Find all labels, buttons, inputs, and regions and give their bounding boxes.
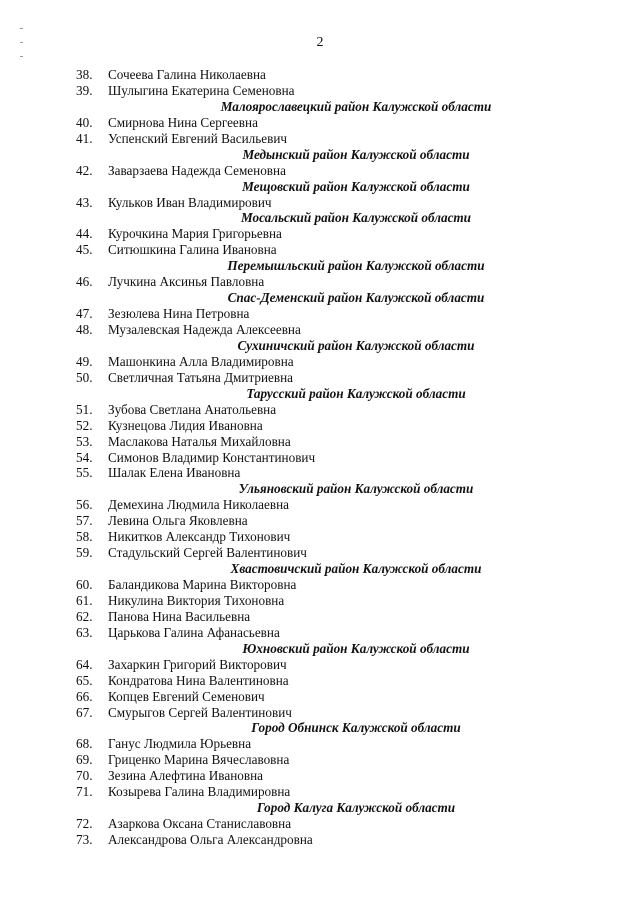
list-item xyxy=(0,465,640,481)
person-name: Кондратова Нина Валентиновна xyxy=(108,672,289,688)
region-heading: Мосальский район Калужской области xyxy=(240,210,472,226)
list-item xyxy=(0,816,640,832)
list-item xyxy=(0,513,640,529)
item-number: 46. xyxy=(76,274,93,290)
region-heading: Юхновский район Калужской области xyxy=(242,640,470,656)
item-number: 54. xyxy=(76,449,93,465)
list-item xyxy=(0,450,640,466)
scan-margin-marks xyxy=(20,28,24,70)
region-heading: Медынский район Калужской области xyxy=(242,146,470,162)
list-item xyxy=(0,673,640,689)
person-name: Машонкина Алла Владимировна xyxy=(108,353,294,369)
list-item xyxy=(0,434,640,450)
list-item xyxy=(0,370,640,386)
person-name: Зезина Алефтина Ивановна xyxy=(108,768,264,784)
list-item xyxy=(0,577,640,593)
scan-mark xyxy=(20,56,23,57)
list-item xyxy=(0,736,640,752)
item-number: 42. xyxy=(76,162,93,178)
list-item xyxy=(0,322,640,338)
list-item xyxy=(0,131,640,147)
list-item xyxy=(0,195,640,211)
region-heading: Малоярославецкий район Калужской области xyxy=(220,98,492,114)
person-name: Козырева Галина Владимировна xyxy=(108,784,291,800)
list-item xyxy=(0,402,640,418)
list-item xyxy=(0,354,640,370)
item-number: 44. xyxy=(76,226,93,242)
list-item xyxy=(0,529,640,545)
item-number: 50. xyxy=(76,369,93,385)
region-heading: Город Обнинск Калужской области xyxy=(251,720,461,736)
person-name: Смурыгов Сергей Валентинович xyxy=(108,704,292,720)
person-name: Смирнова Нина Сергеевна xyxy=(108,114,258,130)
page-number: 2 xyxy=(316,35,324,50)
list-item xyxy=(0,609,640,625)
person-name: Гриценко Марина Вячеславовна xyxy=(108,752,290,768)
person-name: Панова Нина Васильевна xyxy=(108,608,251,624)
person-name: Музалевская Надежда Алексеевна xyxy=(108,322,301,337)
person-name: Светличная Татьяна Дмитриевна xyxy=(108,369,294,385)
person-name: Азаркова Оксана Станиславовна xyxy=(108,816,292,832)
person-name: Успенский Евгений Васильевич xyxy=(108,130,288,146)
item-number: 39. xyxy=(76,82,93,98)
item-number: 55. xyxy=(76,465,93,481)
item-number: 45. xyxy=(76,242,93,258)
item-number: 58. xyxy=(76,529,93,545)
item-number: 49. xyxy=(76,353,93,369)
item-number: 70. xyxy=(76,768,93,784)
list-item xyxy=(0,689,640,705)
region-heading: Город Калуга Калужской области xyxy=(256,800,456,816)
person-name: Александрова Ольга Александровна xyxy=(108,832,313,847)
item-number: 59. xyxy=(76,545,93,561)
person-name: Стадульский Сергей Валентинович xyxy=(108,545,307,561)
person-name: Курочкина Мария Григорьевна xyxy=(108,226,282,242)
person-name: Демехина Людмила Николаевна xyxy=(108,497,290,513)
item-number: 61. xyxy=(76,592,93,608)
item-number: 47. xyxy=(76,306,93,322)
list-item xyxy=(0,784,640,800)
item-number: 69. xyxy=(76,752,93,768)
person-name: Лучкина Аксинья Павловна xyxy=(108,274,265,290)
item-number: 72. xyxy=(76,816,93,832)
list-item xyxy=(0,705,640,721)
list-item xyxy=(0,242,640,258)
item-number: 73. xyxy=(76,832,93,847)
region-heading: Сухиничский район Калужской области xyxy=(237,337,475,353)
person-name: Левина Ольга Яковлевна xyxy=(108,513,248,529)
list-item xyxy=(0,226,640,242)
person-name: Кузнецова Лидия Ивановна xyxy=(108,417,263,433)
item-number: 60. xyxy=(76,577,93,592)
person-name: Зубова Светлана Анатольевна xyxy=(108,401,277,417)
member-list xyxy=(0,67,640,848)
item-number: 43. xyxy=(76,194,93,210)
list-item xyxy=(0,832,640,848)
list-item xyxy=(0,163,640,179)
item-number: 63. xyxy=(76,624,93,640)
list-item xyxy=(0,768,640,784)
list-item xyxy=(0,83,640,99)
person-name: Симонов Владимир Константинович xyxy=(108,449,316,465)
list-item xyxy=(0,67,640,83)
person-name: Царькова Галина Афанасьевна xyxy=(108,624,280,640)
scan-mark xyxy=(20,28,23,29)
list-item xyxy=(0,593,640,609)
list-item xyxy=(0,418,640,434)
item-number: 66. xyxy=(76,688,93,704)
item-number: 38. xyxy=(76,67,93,82)
item-number: 53. xyxy=(76,433,93,449)
list-item xyxy=(0,115,640,131)
item-number: 40. xyxy=(76,114,93,130)
person-name: Маслакова Наталья Михайловна xyxy=(108,433,291,449)
item-number: 64. xyxy=(76,656,93,672)
person-name: Ганус Людмила Юрьевна xyxy=(108,736,252,752)
list-item xyxy=(0,545,640,561)
region-heading: Тарусский район Калужской области xyxy=(246,385,466,401)
list-item xyxy=(0,657,640,673)
list-item xyxy=(0,306,640,322)
person-name: Копцев Евгений Семенович xyxy=(108,688,265,704)
person-name: Шулыгина Екатерина Семеновна xyxy=(108,82,295,98)
item-number: 67. xyxy=(76,704,93,720)
item-number: 52. xyxy=(76,417,93,433)
item-number: 51. xyxy=(76,401,93,417)
list-item xyxy=(0,497,640,513)
item-number: 56. xyxy=(76,497,93,513)
item-number: 65. xyxy=(76,672,93,688)
person-name: Ситюшкина Галина Ивановна xyxy=(108,242,277,258)
person-name: Заварзаева Надежда Семеновна xyxy=(108,162,286,178)
person-name: Никулина Виктория Тихоновна xyxy=(108,592,285,608)
item-number: 62. xyxy=(76,608,93,624)
list-item xyxy=(0,625,640,641)
region-heading: Спас-Деменский район Калужской области xyxy=(227,290,485,306)
person-name: Захаркин Григорий Викторович xyxy=(108,656,287,672)
item-number: 41. xyxy=(76,130,93,146)
person-name: Сочеева Галина Николаевна xyxy=(108,67,266,82)
list-item xyxy=(0,752,640,768)
region-heading: Хвастовичский район Калужской области xyxy=(230,561,482,577)
person-name: Шалак Елена Ивановна xyxy=(108,465,241,481)
region-heading: Перемышльский район Калужской области xyxy=(227,258,485,274)
region-heading: Мещовский район Калужской области xyxy=(242,178,470,194)
item-number: 71. xyxy=(76,784,93,800)
item-number: 68. xyxy=(76,736,93,752)
scan-mark xyxy=(20,42,23,43)
person-name: Никитков Александр Тихонович xyxy=(108,529,291,545)
person-name: Зезюлева Нина Петровна xyxy=(108,306,250,322)
region-heading: Ульяновский район Калужской области xyxy=(238,481,474,497)
list-item xyxy=(0,274,640,290)
item-number: 57. xyxy=(76,513,93,529)
person-name: Кульков Иван Владимирович xyxy=(108,194,272,210)
person-name: Баландикова Марина Викторовна xyxy=(108,577,297,592)
item-number: 48. xyxy=(76,322,93,337)
